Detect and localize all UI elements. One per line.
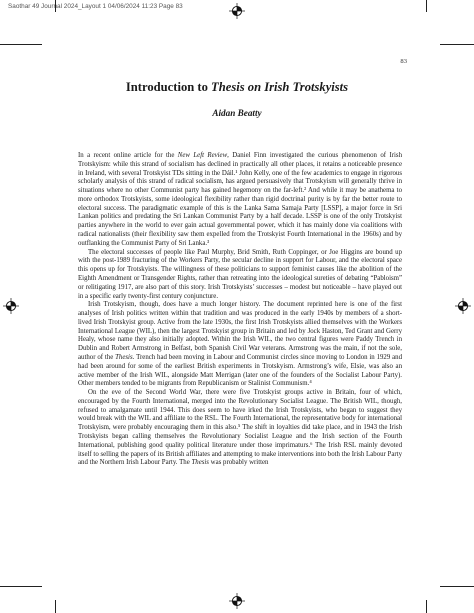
crop-mark-bottom-right-horizontal: [440, 586, 474, 587]
registration-mark-left-icon: [3, 298, 19, 314]
registration-mark-top-icon: [229, 3, 245, 19]
body-paragraph: [78, 249, 402, 302]
paragraph-text: was probably written: [208, 459, 269, 467]
page-number: 83: [400, 58, 407, 65]
registration-mark-bottom-icon: [229, 593, 245, 609]
article-title-prefix: Introduction to: [125, 80, 212, 94]
italic-text: New Left Review: [177, 152, 228, 159]
paragraph-text: In a recent online article for the: [78, 152, 178, 159]
body-paragraph: [78, 301, 402, 389]
crop-mark-top-right: [426, 0, 427, 12]
print-slug: Saothar 49 Journal 2024_Layout 1 04/06/2024 11:23 Page 83: [8, 3, 183, 10]
paragraph-text: . Trench had been moving in Labour and Communist circles since moving to London in 1929 and had been around for some of the earliest British experiments in Trotskyism. Armstrong’s wife, Elsie, was also an active member of the Irish WIL, alongside Matt Merrigan (later one of the founders of the Socialist Labour Party). Other members tended to be migrants from Republicanism or Stalinist Communism.⁴: [78, 353, 403, 388]
crop-mark-bottom-left: [55, 600, 56, 613]
crop-mark-top-right-horizontal: [440, 44, 474, 45]
author-byline: Aidan Beatty: [212, 108, 262, 118]
paragraph-text: Irish Trotskyism, though, does have a much longer history. The document reprinted here is one of the first analyses of Irish politics written within that tradition and was produced in the early 1940s by members of a short-lived Irish Trotskyist group. Active from the late 1930s, the first Irish Trotskyists allied themselves with the Workers International League (WIL), then the largest Trotskyist group in Britain and led by Jock Haston, Ted Grant and Gerry Healy, whose name they also initially adopted. Within the Irish WIL, the two central figures were Paddy Trench in Dublin and Robert Armstrong in Belfast, both Spanish Civil War veterans. Armstrong was the main, if not the sole, author of the: [78, 301, 402, 361]
body-paragraph: [78, 389, 402, 468]
crop-mark-top-left: [55, 0, 56, 12]
crop-mark-bottom-right: [426, 600, 427, 613]
crop-mark-top-left-horizontal: [0, 44, 42, 45]
crop-mark-bottom-left-horizontal: [0, 586, 42, 587]
italic-text: Thesis: [115, 353, 133, 361]
article-title-italic: Thesis on Irish Trotskyists: [211, 80, 349, 94]
registration-mark-right-icon: [455, 298, 471, 314]
paragraph-text: , Daniel Finn investigated the curious phenomenon of Irish Trotskyism: while this strand of socialism has declined in practically all other places, it retains a noticeable presence in Ireland, with several Trotskyist TDs sitting in the Dáil.¹ John Kelly, one of the few academics to engage in rigorous scholarly analysis of this strand of radical socialism, has argued persuasively that Trotskyism will generally thrive in situations where no other Communist party has gained hegemony on the far-left.² And while it may be anathema to more orthodox Trotskyists, some ideological flexibility rather than rigid doctrinal purity is by far the better route to electoral success. The paradigmatic example of this is the Lanka Sama Samaja Party [LSSP], a major force in Sri Lankan politics and predating the Sri Lankan Communist Party by a half decade. LSSP is one of the only Trotskyist parties anywhere in the world to ever gain actual governmental power, which it has mainly done via coalitions with radical nationalists (their flexibility saw them expelled from the Trotskyist Fourth International in the 1960s) and by outflanking the Communist Party of Sri Lanka.³: [78, 152, 403, 247]
paragraph-text: On the eve of the Second World War, there were five Trotskyist groups active in Britain, four of which, encouraged by the Fourth International, merged into the Revolutionary Socialist League. The British WIL, though, refused to amalgamate until 1944. This does seem to have irked the Irish Trotskyists, who began to suggest they would break with the WIL and affiliate to the RSL. The Fourth International, the representative body for international Trotskyism, were probably encouraging them in this also.⁵ The shift in loyalties did take place, and in 1943 the Irish Trotskyists began calling themselves the Revolutionary Socialist League and the Irish section of the Fourth International, publishing good quality political literature under those imprimaturs.⁶ The Irish RSL mainly devoted itself to selling the papers of its British affiliates and attempting to make interventions into both the Irish Labour Party and the Northern Irish Labour Party. The: [78, 389, 402, 467]
article-body: [78, 152, 402, 468]
italic-text: Thesis: [191, 459, 209, 467]
article-title: [0, 80, 474, 95]
body-paragraph: [78, 152, 402, 249]
paragraph-text: The electoral successes of people like Paul Murphy, Brid Smith, Ruth Coppinger, or Joe Higgins are bound up with the post-1989 fracturing of the Workers Party, the secular decline in support for Labour, and the electoral space this opens up for Trotskyists. The willingness of these politicians to support feminist causes like the abolition of the Eighth Amendment or Transgender Rights, rather than retreating into the ideological sureties of debating “Pabloism” or relitigating 1917, are also part of this story. Irish Trotskyists’ successes – modest but noticeable – have played out in a specific early twenty-first century conjuncture.: [78, 248, 402, 300]
